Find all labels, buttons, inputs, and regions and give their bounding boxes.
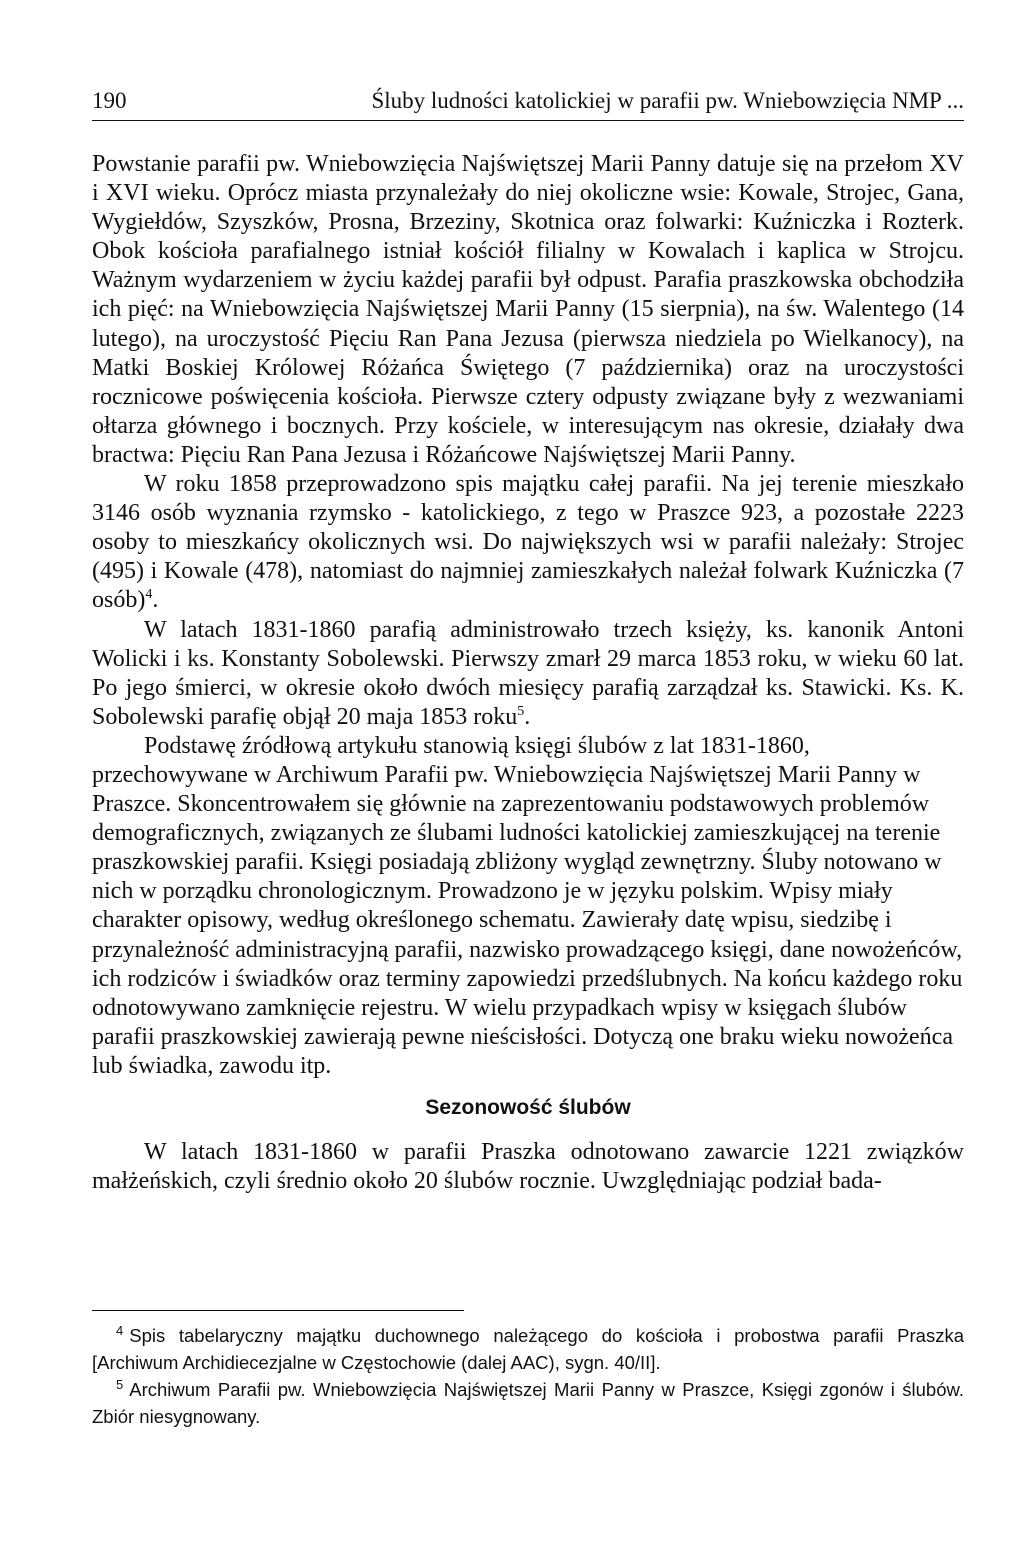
page-number: 190: [92, 88, 127, 113]
paragraph-parish-history: [92, 150, 964, 470]
footnotes: [92, 1322, 964, 1430]
paragraph-census: [92, 470, 964, 615]
paragraph-clergy: [92, 616, 964, 732]
running-title: Śluby ludności katolickiej w parafii pw. Wniebowzięcia NMP ...: [371, 88, 964, 113]
footnote-number: 5: [116, 1376, 124, 1392]
paragraph-text: Powstanie parafii pw. Wniebowzięcia Najświętszej Marii Panny datuje się na przełom XV i XVI wieku. Oprócz miasta przynależały do niej okoliczne wsie: Kowale, Strojec, Gana, Wygiełdów, Szyszków, Prosna, Brzeziny, Skotnica oraz folwarki: Kuźniczka i Rozterk. Obok kościoła parafialnego istniał kościół filialny w Kowalach i kaplica w Strojcu. Ważnym wydarzeniem w życiu każdej parafii był odpust. Parafia praszkowska obchodziła ich pięć: na Wniebowzięcia Najświętszej Marii Panny (15 sierpnia), na św. Walentego (14 lutego), na uroczystość Pięciu Ran Pana Jezusa (pierwsza niedziela po Wielkanocy), na Matki Boskiej Królowej Różańca Świętego (7 października) oraz na uroczystości rocznicowe poświęcenia kościoła. Pierwsze cztery odpusty związane były z wezwaniami ołtarza głównego i bocznych. Przy kościele, w interesującym nas okresie, działały dwa bractwa: Pięciu Ran Pana Jezusa i Różańcowe Najświętszej Marii Panny.: [92, 151, 964, 468]
paragraph-seasonality: [92, 1138, 964, 1196]
footnote-number: 4: [116, 1322, 124, 1338]
paragraph-text: W latach 1831-1860 w parafii Praszka odnotowano zawarcie 1221 związków małżeńskich, czyli średnio około 20 ślubów rocznie. Uwzględniając podział bada-: [92, 1139, 964, 1195]
paragraph-end: .: [524, 703, 531, 730]
footnote-4: [92, 1322, 964, 1376]
paragraph-text: W latach 1831-1860 parafią administrowało trzech księży, ks. kanonik Antoni Wolicki i ks. Konstanty Sobolewski. Pierwszy zmarł 29 marca 1853 roku, w wieku 60 lat. Po jego śmierci, w okresie około dwóch miesięcy parafią zarządzał ks. Stawicki. Ks. K. Sobolewski parafię objął 20 maja 1853 roku: [92, 616, 964, 730]
section-heading: Sezonowość ślubów: [425, 1096, 631, 1119]
running-header: [92, 80, 964, 121]
footnote-ref-5[interactable]: 5: [517, 703, 525, 719]
footnote-5: [92, 1376, 964, 1430]
paragraph-end: .: [152, 587, 159, 614]
footnote-text: Archiwum Parafii pw. Wniebowzięcia Najświętszej Marii Panny w Praszce, Księgi zgonów i ślubów. Zbiór niesygnowany.: [92, 1379, 964, 1427]
footnote-text: Spis tabelaryczny majątku duchownego należącego do kościoła i probostwa parafii Praszka [Archiwum Archidiecezjalne w Częstochowie (dalej AAC), sygn. 40/II].: [92, 1325, 964, 1373]
footnote-divider: [92, 1310, 464, 1311]
main-text: [92, 150, 964, 1196]
footnote-ref-4[interactable]: 4: [145, 587, 153, 603]
paragraph-sources: [92, 732, 964, 1081]
paragraph-text: Podstawę źródłową artykułu stanowią księgi ślubów z lat 1831-1860, przechowywane w Archiwum Parafii pw. Wniebowzięcia Najświętszej Marii Panny w Praszce. Skoncentrowałem się głównie na zaprezentowaniu podstawowych problemów demograficznych, związanych ze ślubami ludności katolickiej zamieszkującej na terenie praszkowskiej parafii. Księgi posiadają zbliżony wygląd zewnętrzny. Śluby notowano w nich w porządku chronologicznym. Prowadzono je w języku polskim. Wpisy miały charakter opisowy, według określonego schematu. Zawierały datę wpisu, siedzibę i przynależność administracyjną parafii, nazwisko prowadzącego księgi, dane nowożeńców, ich rodziców i świadków oraz terminy zapowiedzi przedślubnych. Na końcu każdego roku odnotowywano zamknięcie rejestru. W wielu przypadkach wpisy w księgach ślubów parafii praszkowskiej zawierają pewne nieścisłości. Dotyczą one braku wieku nowożeńca lub świadka, zawodu itp.: [92, 732, 963, 1079]
paragraph-text: W roku 1858 przeprowadzono spis majątku całej parafii. Na jej terenie mieszkało 3146 osób wyznania rzymsko - katolickiego, z tego w Praszce 923, a pozostałe 2223 osoby to mieszkańcy okolicznych wsi. Do największych wsi w parafii należały: Strojec (495) i Kowale (478), natomiast do najmniej zamieszkałych należał folwark Kuźniczka (7 osób): [92, 471, 964, 614]
